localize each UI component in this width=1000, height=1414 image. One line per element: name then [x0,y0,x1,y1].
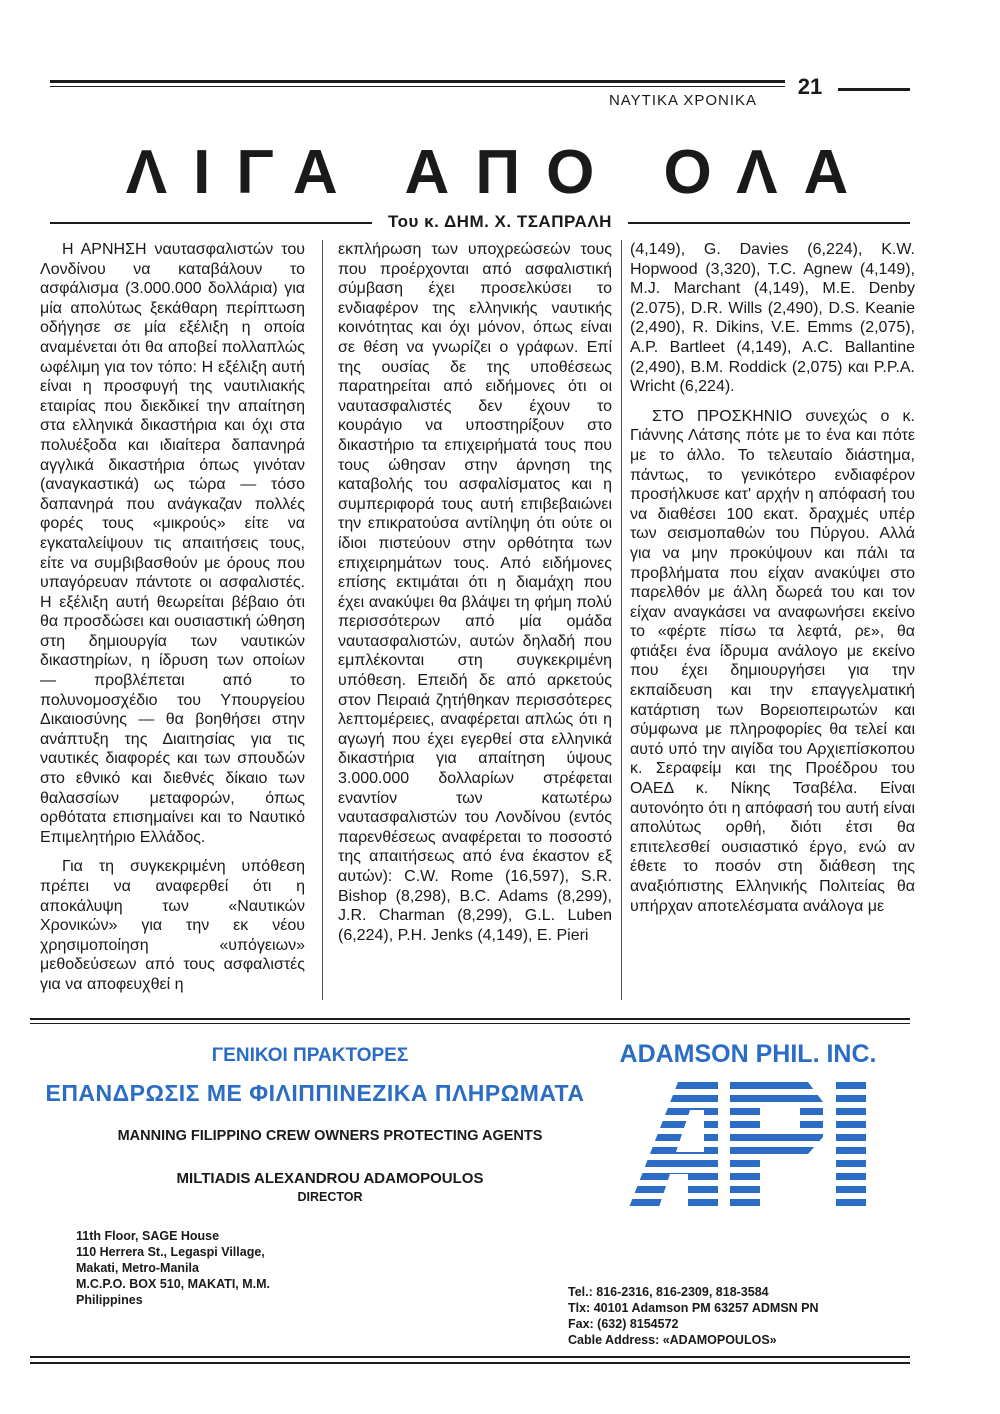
running-title: ΝΑΥΤΙΚΑ ΧΡΟΝΙΚΑ [608,92,758,109]
ad-company-name: ADAMSON PHIL. INC. [619,1040,877,1068]
header-rule-left [50,80,785,83]
ad-general-agents: ΓΕΝΙΚΟΙ ΠΡΑΚΤΟΡΕΣ [211,1045,409,1066]
header-rule-right [838,88,910,91]
column-divider [621,240,622,1000]
ad-manning-greek: ΕΠΑΝΔΡΩΣΙΣ ΜΕ ΦΙΛΙΠΠΙΝΕΖΙΚΑ ΠΛΗΡΩΜΑΤΑ [45,1080,585,1106]
contact-line: Tel.: 816-2316, 816-2309, 818-3584 [568,1285,769,1299]
api-logo-icon [618,1082,874,1210]
paragraph: εκπλήρωση των υποχρεώσεών τους που προέρχονται από ασφαλιστική σύμβαση έχει προσελκύσει το ενδιαφέρον της ελληνικής ναυτικής κοινότητας και όχι μόνον, όπως είναι σε θέση να γνωρίζει ο γράφων. Επί της ουσίας δε της υποθέσεως παρατηρείται από ειδήμονες ότι οι ναυτασφαλιστές δεν έχουν το κουράγιο να υποστηρίξουν στο δικαστήριο τα επιχειρήματά τους που τους ώθησαν στην άρνηση της καταβολής του ασφαλίσματος και η συμπεριφορά τους αυτή επιβεβαιώνει την επικρατούσα αντίληψη ότι ούτε οι ίδιοι πιστεύουν στην ορθότητα των επιχειρημάτων τους. Από ειδήμονες επίσης εκτιμάται ότι η διαμάχη που έχει ανακύψει θα βλάψει τη φήμη πολύ περισσότερων από μία ομάδα ναυτασφαλιστών, αυτών δηλαδή που εμπλέκονται στη συγκεκριμένη υπόθεση. Επειδή δε από αρκετούς στον Πειραιά ζητήθηκαν περισσότερες λεπτομέρειες, αναφέρεται απλώς ότι η αγωγή που έχει εγερθεί στα ελληνικά δικαστήρια για απαίτηση ύψους 3.000.000 δολλαρίων στρέφεται εναντίον των κατωτέρω ναυτασφαλιστών του Λονδίνου (εντός παρενθέσεως αναφέρεται το ποσοστό της απαιτήσεως από ένα έκαστον εξ αυτών): C.W. Rome (16,597), S.R. Bishop (8,298), B.C. Adams (8,299), J.R. Charman (8,299), G.L. Luben (6,224), P.H. Jenks (4,149), E. Pieri [338,241,612,944]
ad-director-name: MILTIADIS ALEXANDROU ADAMOPOULOS [176,1170,484,1187]
paragraph: Για τη συγκεκριμένη υπόθεση πρέπει να αναφερθεί ότι η αποκάλυψη των «Ναυτικών Χρονικών» για την εκ νέου χρησιμοποίηση «υπόγειων» μεθοδεύσεων από τους ασφαλιστές για να αποφευχθεί η [40,858,305,993]
ad-address [76,1228,356,1308]
address-line: M.C.P.O. BOX 510, MAKATI, M.M. [76,1277,271,1291]
ad-contacts [568,1284,908,1348]
ad-manning-english: MANNING FILIPPINO CREW OWNERS PROTECTING AGENTS [117,1128,543,1144]
address-line: Philippines [76,1293,143,1307]
ad-top-rule-thin [30,1023,910,1024]
contact-line: Fax: (632) 8154572 [568,1317,679,1331]
article-title: ΛΙΓΑ ΑΠΟ ΟΛΑ [125,138,875,207]
contact-line: Cable Address: «ADAMOPOULOS» [568,1333,777,1347]
column-divider [322,240,323,1000]
contact-line: Tlx: 40101 Adamson PM 63257 ADMSN PN [568,1301,819,1315]
page-number: 21 [797,74,823,99]
address-line: 11th Floor, SAGE House [76,1229,220,1243]
address-line: 110 Herrera St., Legaspi Village, [76,1245,265,1259]
article-column-2 [338,240,612,1000]
ad-bottom-rule [30,1356,910,1358]
paragraph: Η ΑΡΝΗΣΗ ναυτασφαλιστών του Λονδίνου να καταβάλουν το ασφάλισμα (3.000.000 δολλάρια) για μία απολύτως ξεκάθαρη περίπτωση οδήγησε σε μία εξέλιξη η οποία αναμένεται ότι θα αποβεί πολλαπλώς ωφέλιμη για τον τόπο: Η εξέλιξη αυτή είναι η προσφυγή της ναυτιλιακής εταιρίας που διεκδικεί την απαίτηση στα ελληνικά δικαστήρια και όχι στα πολυέξοδα και ιδιαίτερα δαπανηρά αγγλικά δικαστήρια όπως γινόταν (αναγκαστικά) ως τώρα — τόσο δαπανηρά που ανάγκαζαν πολλές φορές τους «μικρούς» είτε να εγκαταλείψουν τις απαιτήσεις τους, είτε να συμβιβασθούν με όρους που υπαγόρευαν πάντοτε οι ασφαλιστές. Η εξέλιξη αυτή θεωρείται βέβαιο ότι θα προσδώσει και ουσιαστική ώθηση στη δημιουργία των ναυτικών δικαστηρίων, η ίδρυση των οποίων — προβλέπεται από το πολυνομοσχέδιο του Υπουργείου Δικαιοσύνης — θα βοηθήσει στην ανάπτυξη της Διαιτησίας για τις ναυτικές διαφορές και των σπουδών στο εθνικό και διεθνές δίκαιο των θαλασσίων μεταφορών, όπως ορθότατα επισημαίνει και το Ναυτικό Επιμελητήριο Ελλάδος. [40,241,305,846]
address-line: Makati, Metro-Manila [76,1261,199,1275]
paragraph: (4,149), G. Davies (6,224), K.W. Hopwood (3,320), T.C. Agnew (4,149), M.J. Marchant (4,149), M.E. Denby (2.075), D.R. Wills (2,490), D.S. Keanie (2,490), R. Dikins, V.E. Emms (2,075), A.P. Bartleet (4,149), A.C. Ballantine (2,490), B.M. Roddick (2,075) και P.P.A. Wricht (6,224). [630,241,915,396]
byline: Του κ. ΔΗΜ. Χ. ΤΣΑΠΡΑΛΗ [388,212,612,231]
ad-bottom-rule-2 [30,1362,910,1364]
ad-director-title: DIRECTOR [297,1190,363,1204]
paragraph: ΣΤΟ ΠΡΟΣΚΗΝΙΟ συνεχώς ο κ. Γιάννης Λάτσης πότε με το ένα και πότε με το άλλο. Το τελευταίο διάστημα, πάντως, το γενικότερο ενδιαφέρον προσήλκυσε κατ' αρχήν η απόφασή του να διαθέσει 100 εκατ. δραχμές υπέρ των σεισμοπαθών του Πύργου. Αλλά για να μην προκύψουν και πάλι τα προβλήματα που είχαν ανακύψει στο παρελθόν με άλλη δωρεά του και τον είχαν αναγκάσει να αναφωνήσει εκείνο το «φέρτε πίσω τα λεφτά, ρε», θα φτιάξει ένα ίδρυμα ανάλογο με εκείνο που έχει δημιουργήσει για την εκπαίδευση και την επαγγελματική κατάρτιση των Βορειοπειρωτών και σύμφωνα με πληροφορίες θα τελεί και αυτό υπό την αιγίδα του Αρχιεπίσκοπου κ. Σεραφείμ και της Προέδρου του ΟΑΕΔ κ. Νίκης Τσαβέλα. Είναι αυτονόητο ότι η απόφασή του αυτή είναι απολύτως ορθή, διότι έτσι θα επιτελεσθεί ουσιαστικό έργο, ενώ αν έθετε το ποσόν στη διάθεση της αναξιόπιστης Ελληνικής Πολιτείας θα υπήρχαν αποτελέσματα ανάλογα με [630,407,915,915]
ad-top-rule [30,1018,910,1020]
header-rule-left-thin [50,86,785,87]
article-column-1 [40,240,305,1000]
byline-rule-right [628,222,910,224]
article-column-3 [630,240,915,1000]
byline-rule-left [50,222,372,224]
